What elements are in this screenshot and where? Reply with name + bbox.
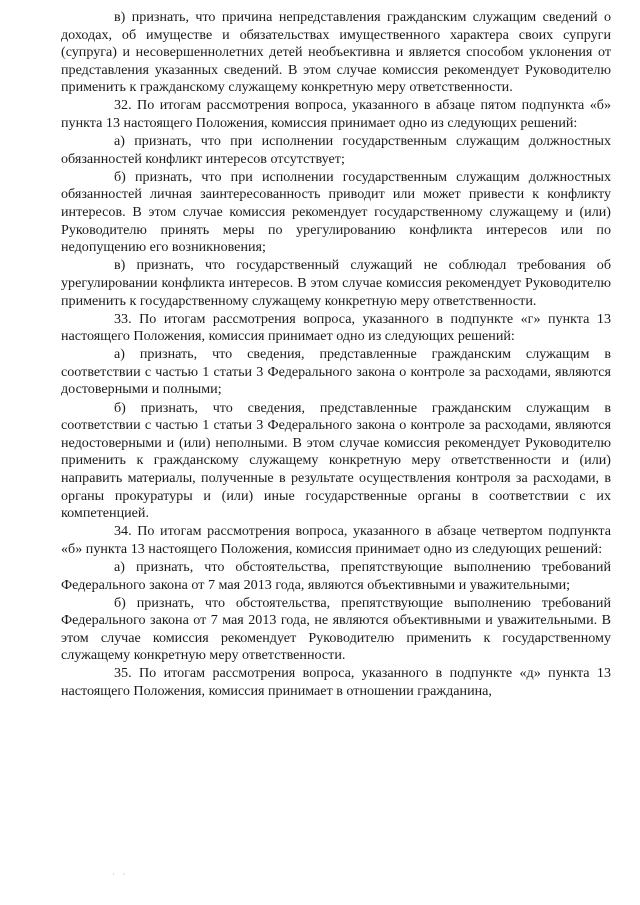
paragraph-33-a: а) признать, что сведения, представленные гражданским служащим в соответствии с частью 1 статьи 3 Федерального закона о контроле за расходами, являются достоверными и полными;: [61, 346, 611, 398]
document-body: [61, 9, 611, 701]
paragraph-32: 32. По итогам рассмотрения вопроса, указанного в абзаце пятом подпункта «б» пункта 13 настоящего Положения, комиссия принимает одно из следующих решений:: [61, 97, 611, 132]
paragraph-32-a: а) признать, что при исполнении государственным служащим должностных обязанностей конфликт интересов отсутствует;: [61, 133, 611, 167]
paragraph-33-b: б) признать, что сведения, представленные гражданским служащим в соответствии с частью 1 статьи 3 Федерального закона о контроле за расходами, являются недостоверными и (или) неполными. В этом случае комиссия рекомендует Руководителю применить к гражданскому служащему конкретную меру ответственности и (или) направить материалы, полученные в результате осуществления контроля за расходами, в органы прокуратуры и (или) иные государственные органы в соответствии с их компетенцией.: [61, 399, 611, 522]
paragraph-31-v: в) признать, что причина непредставления гражданским служащим сведений о доходах, об имуществе и обязательствах имущественного характера своих супруги (супруга) и несовершеннолетних детей необъективна и является способом уклонения от представления указанных сведений. В этом случае комиссия рекомендует Руководителю применить к гражданскому служащему конкретную меру ответственности.: [61, 9, 611, 96]
paragraph-33: 33. По итогам рассмотрения вопроса, указанного в подпункте «г» пункта 13 настоящего Положения, комиссия принимает одно из следующих решений:: [61, 310, 611, 345]
paragraph-32-v: в) признать, что государственный служащий не соблюдал требования об урегулировании конфликта интересов. В этом случае комиссия рекомендует Руководителю применить к государственному служащему конкретную меру ответственности.: [61, 257, 611, 309]
paragraph-34: 34. По итогам рассмотрения вопроса, указанного в абзаце четвертом подпункта «б» пункта 13 настоящего Положения, комиссия принимает одно из следующих решений:: [61, 523, 611, 557]
paragraph-35: 35. По итогам рассмотрения вопроса, указанного в подпункте «д» пункта 13 настоящего Положения, комиссия принимает в отношении гражданина,: [61, 665, 611, 700]
paragraph-32-b: б) признать, что при исполнении государственным служащим должностных обязанностей личная заинтересованность приводит или может привести к конфликту интересов. В этом случае комиссия рекомендует государственному служащему и (или) Руководителю принять меры по урегулированию конфликта интересов или по недопущению его возникновения;: [61, 168, 611, 256]
scan-specks: · ·: [112, 870, 129, 879]
paragraph-34-b: б) признать, что обстоятельства, препятствующие выполнению требований Федерального закона от 7 мая 2013 года, не являются объективными и уважительными. В этом случае комиссия рекомендует Руководителю применить к государственному служащему конкретную меру ответственности.: [61, 594, 611, 664]
paragraph-34-a: а) признать, что обстоятельства, препятствующие выполнению требований Федерального закона от 7 мая 2013 года, являются объективными и уважительными;: [61, 558, 611, 593]
